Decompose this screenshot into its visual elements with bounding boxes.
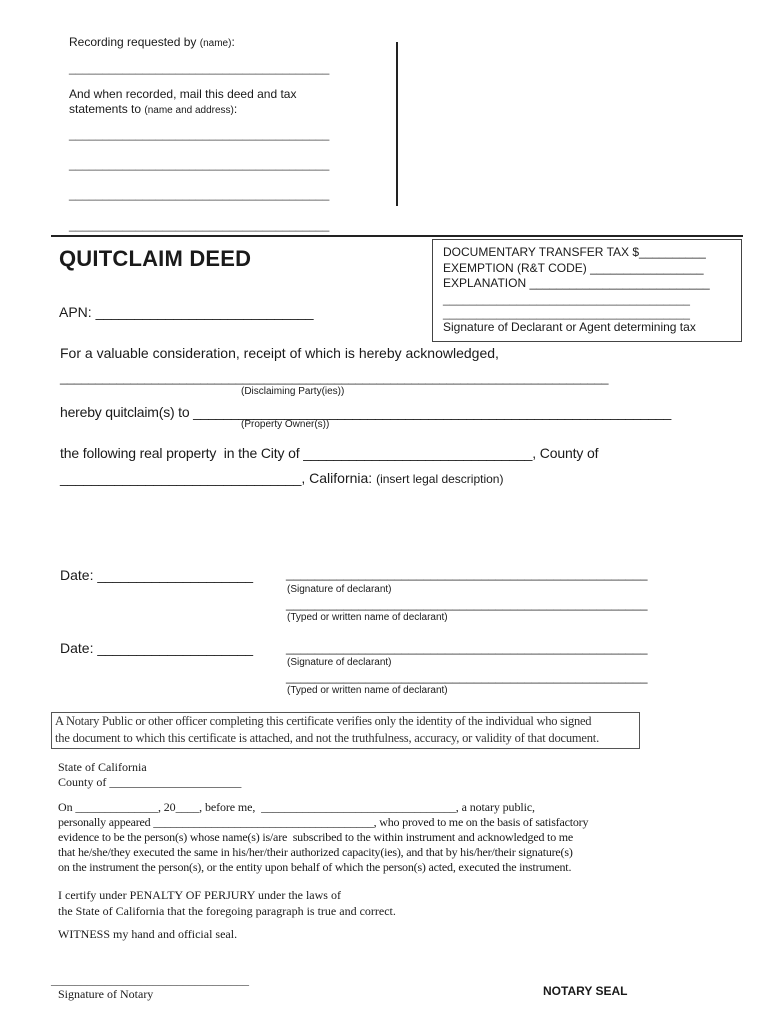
county-field[interactable]: County of ______________________ (58, 775, 242, 789)
explanation-blank-2[interactable]: _____________________________________ (443, 306, 690, 320)
notary-signature-line[interactable]: _________________________________ (51, 973, 249, 987)
acknowledgment-line3: evidence to be the person(s) whose name(s) is/are subscribed to the within instrument and acknowledged to me (58, 830, 574, 844)
declarant-name-line-1[interactable]: __________________________________________________ (286, 596, 648, 611)
mail-to-line2 (69, 102, 237, 116)
consideration-text: For a valuable consideration, receipt of which is hereby acknowledged, (60, 345, 499, 361)
state-label: State of California (58, 760, 147, 774)
notary-notice-box (51, 712, 640, 749)
header-vertical-divider (396, 42, 398, 206)
apn-field[interactable]: APN: ____________________________ (59, 304, 314, 320)
declarant-signature-label: Signature of Declarant or Agent determining tax (443, 320, 696, 334)
mail-to-blank-4[interactable]: _______________________________________ (69, 218, 330, 232)
perjury-line2: the State of California that the foregoing paragraph is true and correct. (58, 904, 396, 918)
explanation-line[interactable]: EXPLANATION ___________________________ (443, 276, 710, 290)
witness-line: WITNESS my hand and official seal. (58, 927, 238, 941)
mail-to-colon: : (233, 102, 238, 116)
mail-to-note: (name and address) (144, 105, 234, 116)
date-field-1[interactable]: Date: ____________________ (60, 567, 254, 583)
acknowledgment-line1[interactable]: On ______________, 20____, before me, _________________________________, a notary public, (58, 800, 535, 814)
mail-to-blank-3[interactable]: _______________________________________ (69, 187, 330, 201)
page-title: QUITCLAIM DEED (59, 246, 252, 271)
mail-to-line1: And when recorded, mail this deed and tax (69, 87, 297, 101)
requested-by-blank[interactable]: _______________________________________ (69, 61, 330, 75)
perjury-line1: I certify under PENALTY OF PERJURY under the laws of (58, 888, 341, 902)
notary-signature-label: Signature of Notary (58, 987, 154, 1001)
acknowledgment-line5: on the instrument the person(s), or the entity upon behalf of which the person(s) acted, executed the instrument. (58, 860, 572, 874)
explanation-blank-1[interactable]: _____________________________________ (443, 292, 690, 306)
declarant-signature-label-2: (Signature of declarant) (287, 657, 392, 668)
acknowledgment-line4: that he/she/they executed the same in his/her/their authorized capacity(ies), and that by his/her/their signature(s) (58, 845, 573, 859)
transfer-tax-box (432, 239, 742, 342)
recording-requested-by (69, 35, 235, 49)
disclaiming-party-label: (Disclaiming Party(ies)) (241, 386, 345, 397)
legal-description-note: (insert legal description) (376, 472, 504, 486)
requested-by-colon: : (231, 35, 235, 49)
exemption-line[interactable]: EXEMPTION (R&T CODE) _________________ (443, 261, 704, 275)
declarant-name-label-1: (Typed or written name of declarant) (287, 612, 448, 623)
mail-to-blank-2[interactable]: _______________________________________ (69, 157, 330, 171)
california-label: _______________________________, California: (60, 470, 373, 486)
transfer-tax-line[interactable]: DOCUMENTARY TRANSFER TAX $__________ (443, 245, 706, 259)
california-line[interactable] (60, 470, 503, 486)
requested-by-note: (name) (199, 38, 232, 49)
notary-seal-label: NOTARY SEAL (543, 984, 628, 998)
date-field-2[interactable]: Date: ____________________ (60, 640, 254, 656)
declarant-signature-label-1: (Signature of declarant) (287, 584, 392, 595)
header-horizontal-divider (51, 235, 743, 237)
notary-notice-line2: the document to which this certificate is attached, and not the truthfulness, accuracy, or validity of that document. (55, 731, 600, 745)
property-owner-label: (Property Owner(s)) (241, 419, 330, 430)
acknowledgment-line2[interactable]: personally appeared ______________________________________, who proved to me on the basis of satisfactory (58, 815, 589, 829)
notary-notice-line1: A Notary Public or other officer completing this certificate verifies only the identity of the individual who signed (55, 714, 592, 728)
quitclaim-to-line[interactable]: hereby quitclaim(s) to _______________________________________________________________ (60, 404, 672, 420)
declarant-name-label-2: (Typed or written name of declarant) (287, 685, 448, 696)
declarant-signature-line-2[interactable]: __________________________________________________ (286, 640, 648, 655)
property-city-line[interactable]: the following real property in the City of ______________________________, County of (60, 445, 599, 461)
mail-to-label: statements to (69, 102, 142, 116)
requested-by-label: Recording requested by (69, 35, 197, 49)
disclaiming-party-line[interactable]: ______________________________________________________________________________ (60, 370, 609, 385)
declarant-signature-line-1[interactable]: __________________________________________________ (286, 566, 648, 581)
declarant-name-line-2[interactable]: __________________________________________________ (286, 669, 648, 684)
mail-to-blank-1[interactable]: _______________________________________ (69, 127, 330, 141)
